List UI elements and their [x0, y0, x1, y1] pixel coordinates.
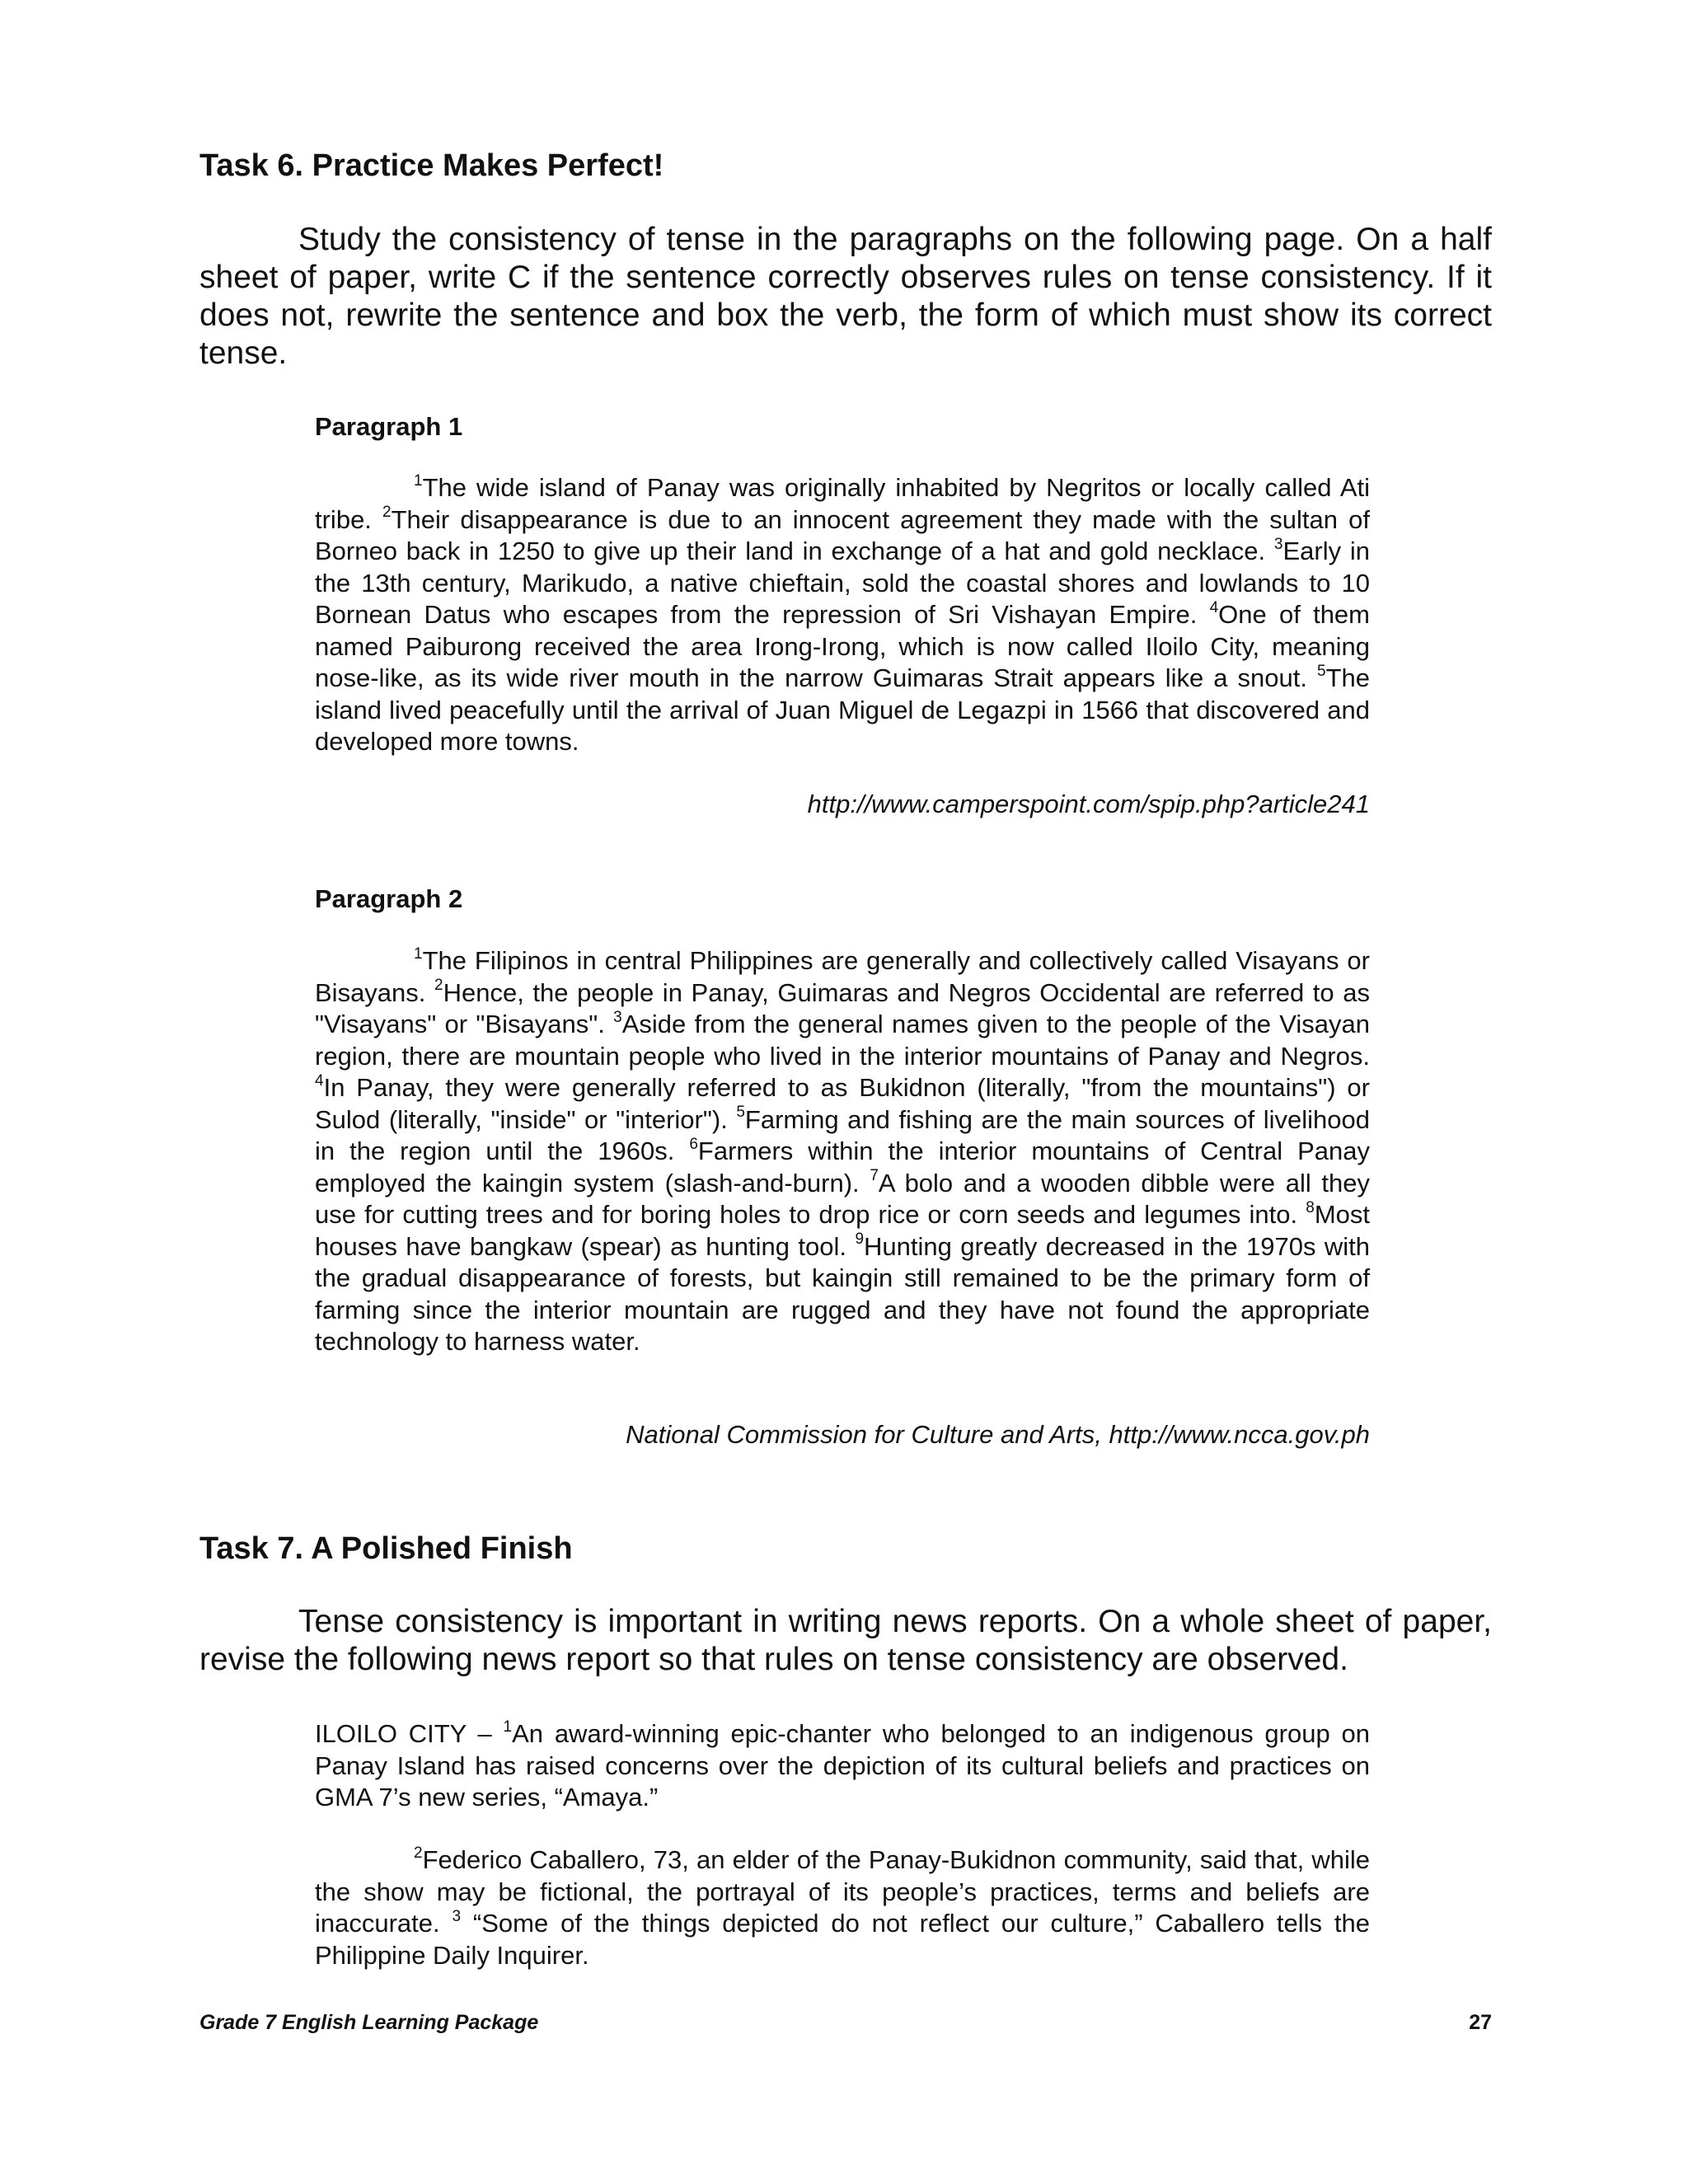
sentence-number: 3: [613, 1008, 622, 1026]
p2-sentence-8: Most houses have bangkaw (spear) as hunting tool.: [315, 1200, 1370, 1261]
paragraph2-text: [315, 945, 1370, 1358]
footer-title: Grade 7 English Learning Package: [199, 2011, 539, 2034]
news-paragraph-2: [315, 1844, 1370, 1971]
paragraph2-source: National Commission for Culture and Arts, http://www.ncca.gov.ph: [626, 1420, 1370, 1449]
p1-sentence-4: One of them named Paiburong received the area Irong-Irong, which is now called Iloilo City, meaning nose-like, as its wide river mouth in the narrow Guimaras Strait appears like a snout.: [315, 600, 1370, 692]
p2-sentence-4: In Panay, they were generally referred to as Bukidnon (literally, "from the mountains") or Sulod (literally, "inside" or "interior").: [315, 1073, 1370, 1134]
task7-heading: Task 7. A Polished Finish: [199, 1531, 573, 1566]
sentence-number: 1: [414, 944, 423, 963]
paragraph1-text: [315, 472, 1370, 758]
sentence-number: 1: [414, 471, 423, 490]
p2-sentence-7: A bolo and a wooden dibble were all they use for cutting trees and for boring holes to drop rice or corn seeds and legumes into.: [315, 1168, 1370, 1229]
news-paragraph-1: [315, 1718, 1370, 1814]
p2-sentence-9: Hunting greatly decreased in the 1970s with the gradual disappearance of forests, but kaingin still remained to be the primary form of farming since the interior mountain are rugged and they have not found the appropriate technology to harness water.: [315, 1231, 1371, 1356]
paragraph2-label: Paragraph 2: [315, 884, 463, 913]
p1-sentence-3: Early in the 13th century, Marikudo, a native chieftain, sold the coastal shores and lowlands to 10 Bornean Datus who escapes from the repression of Sri Vishayan Empire.: [315, 537, 1370, 629]
p2-sentence-6: Farmers within the interior mountains of Central Panay employed the kaingin system (slash-and-burn).: [315, 1137, 1370, 1197]
sentence-number: 9: [855, 1230, 865, 1249]
news-sentence-1: An award-winning epic-chanter who belonged to an indigenous group on Panay Island has raised concerns over the depiction of its cultural beliefs and practices on GMA 7’s new series, “Amaya.”: [315, 1719, 1370, 1811]
sentence-number: 6: [689, 1135, 698, 1153]
sentence-number: 5: [1317, 662, 1326, 680]
paragraph1-source: http://www.camperspoint.com/spip.php?article241: [807, 790, 1370, 818]
p2-sentence-3: Aside from the general names given to the people of the Visayan region, there are mountain people who lived in the interior mountains of Panay and Negros.: [315, 1010, 1370, 1071]
sentence-number: 7: [870, 1167, 879, 1185]
p1-sentence-5: The island lived peacefully until the arrival of Juan Miguel de Legazpi in 1566 that discovered and developed more towns.: [315, 663, 1370, 756]
task6-heading: Task 6. Practice Makes Perfect!: [199, 148, 664, 183]
paragraph1-label: Paragraph 1: [315, 412, 463, 441]
p2-sentence-2: Hence, the people in Panay, Guimaras and Negros Occidental are referred to as "Visayans" or "Bisayans".: [315, 977, 1371, 1038]
p1-sentence-2: Their disappearance is due to an innocent agreement they made with the sultan of Borneo back in 1250 to give up their land in exchange of a hat and gold necklace.: [315, 504, 1371, 565]
sentence-number: 2: [414, 1844, 423, 1862]
p2-sentence-1: The Filipinos in central Philippines are generally and collectively called Visayans or Bisayans.: [315, 946, 1370, 1007]
news-dateline: ILOILO CITY –: [315, 1719, 504, 1748]
sentence-number: 4: [315, 1071, 324, 1090]
sentence-number: 4: [1209, 598, 1219, 616]
sentence-number: 8: [1306, 1198, 1315, 1216]
news-sentence-3: “Some of the things depicted do not reflect our culture,” Caballero tells the Philippine Daily Inquirer.: [315, 1909, 1370, 1970]
news-sentence-2: Federico Caballero, 73, an elder of the Panay-Bukidnon community, said that, while the show may be fictional, the portrayal of its people’s practices, terms and beliefs are inaccurate.: [315, 1845, 1370, 1938]
sentence-number: 3: [452, 1907, 462, 1925]
sentence-number: 2: [382, 504, 392, 522]
sentence-number: 3: [1273, 535, 1283, 553]
sentence-number: 5: [736, 1104, 745, 1122]
p2-sentence-5: Farming and fishing are the main sources of livelihood in the region until the 1960s.: [315, 1104, 1370, 1165]
task7-instructions: Tense consistency is important in writing news reports. On a whole sheet of paper, revise the following news report so that rules on tense consistency are observed.: [199, 1604, 1492, 1677]
page-number: 27: [1469, 2011, 1492, 2034]
p1-sentence-1: The wide island of Panay was originally inhabited by Negritos or locally called Ati tribe.: [315, 473, 1370, 534]
sentence-number: 1: [503, 1718, 513, 1736]
sentence-number: 2: [434, 977, 443, 995]
task6-instructions: Study the consistency of tense in the paragraphs on the following page. On a half sheet of paper, write C if the sentence correctly observes rules on tense consistency. If it does not, rewrite the sentence and box the verb, the form of which must show its correct tense.: [199, 222, 1492, 371]
